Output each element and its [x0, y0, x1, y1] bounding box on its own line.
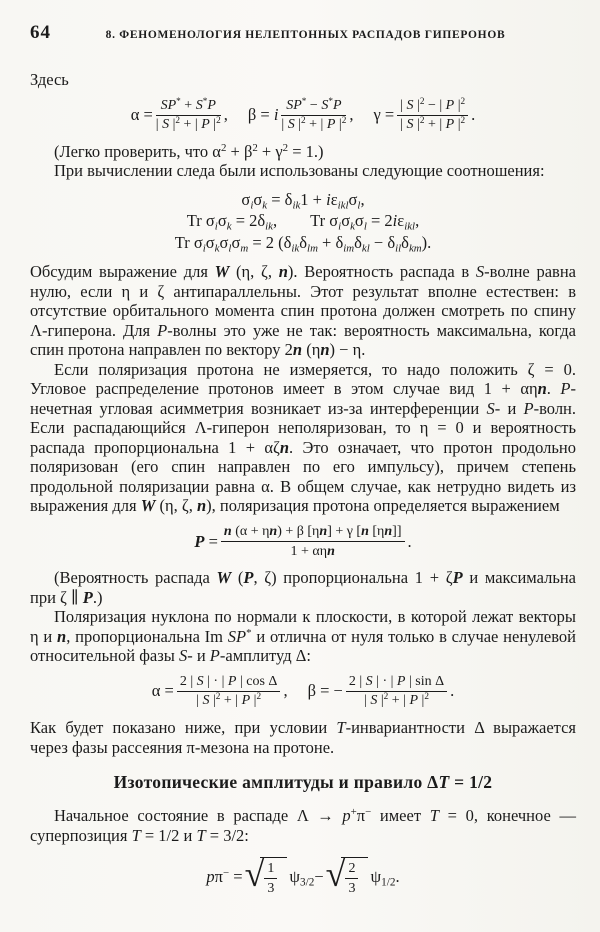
alpha-numerator: SP* + S*P	[156, 98, 221, 116]
equation-row	[194, 524, 411, 559]
pauli-relation-line-1: $\sigma_i\sigma_k = \delta_{ik}1 + i\varepsilon_{ikl}\sigma_l$,	[241, 189, 365, 212]
beta-sin-lhs: β = −	[307, 681, 343, 701]
beta-denominator: | S $|^2$ + | P $|^2$	[281, 115, 347, 133]
alpha-denominator: | S $|^2$ + | P $|^2$	[155, 115, 221, 133]
two-thirds-fraction	[345, 861, 358, 896]
equation-pauli-relations	[30, 189, 576, 254]
beta-sin-denominator: | S $|^2$ + | P $|^2$	[364, 691, 429, 709]
alpha-cos-numerator: 2 | S | · | P | cos Δ	[177, 674, 281, 692]
polarization-lhs: P =	[194, 531, 218, 551]
one-third-fraction	[264, 861, 277, 896]
polarization-numerator: n (α + ηn) + β [ηn] + γ [n [ηn]]	[221, 524, 405, 542]
alpha-cos-denominator: | S $|^2$ + | P $|^2$	[196, 691, 262, 709]
polarization-fraction	[221, 524, 405, 559]
equation-row	[152, 674, 455, 709]
alpha-cos-fraction	[177, 674, 281, 709]
running-header-title: 8. ФЕНОМЕНОЛОГИЯ НЕЛЕПТОННЫХ РАСПАДОВ ГИПЕРОНОВ	[105, 29, 506, 41]
separator-comma: ,	[283, 681, 288, 701]
beta-sin-numerator: 2 | S | · | P | sin Δ	[346, 674, 447, 692]
beta-numerator: SP* − S*P	[281, 98, 346, 116]
paragraph-isospin-intro: Начальное состояние в распаде Λ → p+π− имеет T = 0, конечное — суперпозиция T = 1/2 и T = 3/2:	[30, 806, 576, 845]
psi-one-half: $\psi_{1/2}$	[370, 866, 396, 889]
isospin-lhs: pπ− =	[206, 866, 243, 886]
minus-sign: −	[314, 866, 324, 886]
beta-sin-fraction	[346, 674, 447, 709]
gamma-fraction	[397, 95, 468, 133]
beta-lhs: β = i	[247, 105, 279, 125]
gamma-lhs: γ =	[373, 105, 395, 125]
paragraph-if-polarization: Если поляризация протона не измеряется, то надо положить ζ = 0. Угловое распределение протонов имеет в этом случае вид 1 + αηn. P-нечетная угловая асимметрия возникает из-за интерференции S- и P-волн. Если распадающийся Λ-гиперон неполяризован, то η = 0 и вероятность распада пропорциональна 1 + αζn. Это означает, что протон продольно поляризован (его спин направлен по его импульсу), причем степень продольной поляризации равна α. В общем случае, как нетрудно видеть из выражения для W (η, ζ, n), поляризация протона определяется выражением	[30, 359, 577, 516]
polarization-denominator: 1 + αηn	[290, 543, 335, 559]
gamma-denominator: | S $|^2$ + | P $|^2$	[400, 115, 466, 133]
running-head	[30, 22, 576, 44]
paragraph-here: Здесь	[30, 70, 69, 89]
alpha-cos-lhs: α =	[151, 681, 174, 701]
one-third-denominator: 3	[267, 880, 275, 896]
one-third-numerator: 1	[264, 861, 277, 879]
separator-comma: ,	[349, 105, 354, 125]
equation-asymmetry-parameters	[30, 95, 576, 133]
separator-period: .	[395, 866, 400, 886]
psi-three-halves: $\psi_{3/2}$	[289, 866, 315, 889]
separator-period: .	[450, 681, 455, 701]
radical-sign-icon: √	[244, 854, 265, 895]
alpha-fraction	[155, 95, 221, 133]
pauli-relation-line-2: Tr $\sigma_i\sigma_k = 2\delta_{ik}$, Tr $\sigma_i\sigma_k\sigma_l = 2i\varepsilon_{ikl}$,	[186, 211, 420, 233]
equation-proton-polarization	[30, 524, 576, 559]
radical-one-third	[244, 854, 288, 896]
section-heading: Изотопические амплитуды и правило ΔT = 1/2	[113, 772, 493, 793]
separator-period: .	[407, 531, 412, 551]
beta-fraction	[281, 95, 347, 133]
radical-two-thirds	[325, 854, 369, 896]
gamma-numerator: | S $|^2$ − | P $|^2$	[397, 98, 468, 116]
paragraph-probability-note: (Вероятность распада W (P, ζ) пропорциональна 1 + ζP и максимальна при ζ ∥ P.)	[30, 568, 576, 607]
separator-comma: ,	[223, 105, 228, 125]
alpha-lhs: α =	[130, 105, 153, 125]
paragraph-trace-intro: При вычислении следа были использованы следующие соотношения:	[54, 161, 545, 181]
paragraph-t-invariance: Как будет показано ниже, при условии T-инвариантности Δ выражается через фазы рассеяния π-мезона на протоне.	[30, 718, 576, 757]
paragraph-normal-polarization: Поляризация нуклона по нормали к плоскости, в которой лежат векторы η и n, пропорциональна Im SP* и отлична от нуля только в случае ненулевой относительной фазы S- и P-амплитуд Δ:	[30, 607, 576, 666]
radical-sign-icon: √	[325, 854, 346, 895]
equation-row	[130, 95, 476, 133]
pauli-relation-line-3: Tr $\sigma_i\sigma_k\sigma_l\sigma_m = 2$ $(\delta_{ik}\delta_{lm} + \delta_{im}\delta_{kl} - \delta_{il}\delta_{km})$.	[174, 232, 432, 255]
paragraph-discussion: Обсудим выражение для W (η, ζ, n). Вероятность распада в S-волне равна нулю, если η и ζ антипараллельны. Этот результат вполне естествен: в отсутствие орбитального момента спин протона должен смотреть по спину Λ-гиперона. Для P-волны это уже не так: вероятность максимальна, когда спин протона направлен по вектору 2n (ηn) − η.	[30, 262, 576, 360]
separator-period: .	[471, 105, 476, 125]
page-number: 64	[30, 22, 51, 43]
equation-cos-sin	[30, 674, 576, 709]
two-thirds-denominator: 3	[348, 880, 356, 896]
equation-row	[206, 854, 400, 896]
paragraph-check: (Легко проверить, что $\alpha^2 + \beta^2 + \gamma^2 = 1$.)	[54, 141, 324, 161]
two-thirds-numerator: 2	[345, 861, 358, 879]
equation-isospin-decomposition	[30, 854, 576, 896]
